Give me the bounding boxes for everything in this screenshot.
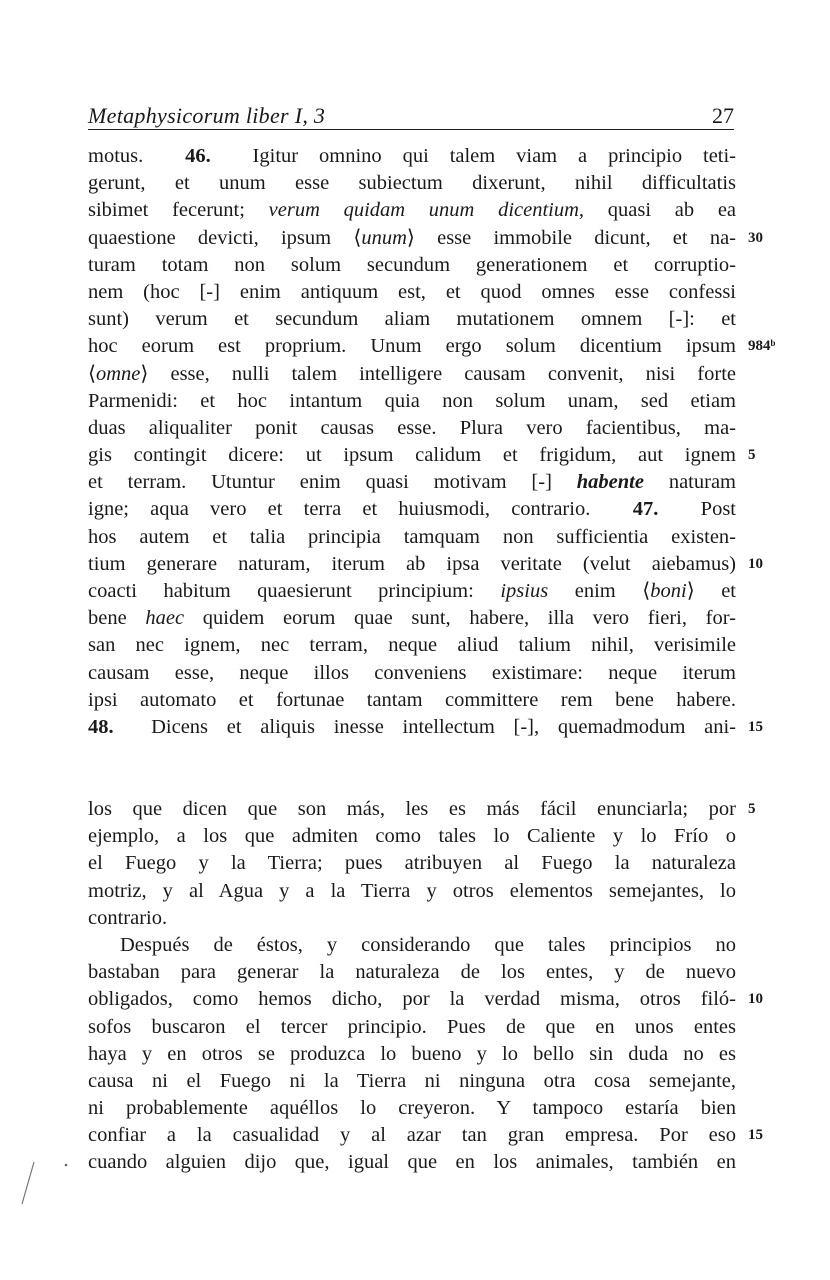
latin-line bbox=[88, 687, 736, 714]
latin-line bbox=[88, 225, 763, 252]
latin-line bbox=[88, 442, 756, 469]
latin-line bbox=[88, 524, 736, 551]
text-segment: naturam bbox=[643, 471, 737, 494]
spanish-line bbox=[88, 878, 736, 905]
margin-line-number: 10 bbox=[748, 555, 763, 572]
text-segment: et terram. Utuntur enim quasi motivam [-] bbox=[88, 471, 577, 494]
latin-line bbox=[88, 252, 736, 279]
latin-line bbox=[88, 170, 736, 197]
text-segment: ⟩ et bbox=[686, 580, 736, 602]
latin-line bbox=[88, 605, 736, 632]
text-segment: unum bbox=[361, 226, 407, 249]
latin-line bbox=[88, 660, 736, 687]
text-segment: bene bbox=[88, 607, 146, 630]
latin-line bbox=[88, 143, 736, 170]
spanish-line bbox=[88, 1122, 763, 1149]
spanish-line bbox=[88, 932, 736, 959]
text-segment: motriz, y al Agua y a la Tierra y otros elementos semejantes, lo bbox=[88, 879, 736, 902]
text-segment: tium generare naturam, iterum ab ipsa veritate (velut aiebamus) bbox=[88, 552, 736, 575]
spanish-line bbox=[88, 850, 736, 877]
text-segment: haec bbox=[145, 607, 185, 630]
spanish-line bbox=[88, 1068, 736, 1095]
text-segment: causa ni el Fuego ni la Tierra ni ninguna otra cosa semejante, bbox=[88, 1069, 736, 1092]
spanish-line bbox=[88, 986, 763, 1013]
margin-pencil-mark bbox=[0, 1140, 90, 1280]
margin-line-number: 984ᵇ bbox=[748, 338, 776, 355]
margin-line-number: 5 bbox=[748, 801, 756, 817]
text-segment: turam totam non solum secundum generationem et corruptio- bbox=[88, 253, 736, 276]
latin-line bbox=[88, 469, 736, 496]
text-segment: boni bbox=[650, 580, 687, 602]
spanish-line bbox=[88, 823, 736, 850]
text-segment: contrario. bbox=[88, 906, 168, 929]
text-segment: 48. bbox=[88, 715, 114, 738]
text-segment: gis contingit dicere: ut ipsum calidum et frigidum, aut ignem bbox=[88, 444, 736, 467]
text-segment: sofos buscaron el tercer principio. Pues de que en unos entes bbox=[88, 1015, 736, 1038]
spanish-line bbox=[88, 1149, 736, 1176]
text-segment: sunt) verum et secundum aliam mutationem omnem [-]: et bbox=[88, 308, 736, 331]
latin-line bbox=[88, 361, 736, 388]
margin-line-number: 15 bbox=[748, 718, 763, 735]
text-segment: Después de éstos, y considerando que tales principios no bbox=[120, 933, 736, 956]
text-segment: motus. bbox=[88, 145, 186, 167]
spanish-line bbox=[88, 796, 756, 823]
latin-line bbox=[88, 578, 736, 605]
text-segment: hoc eorum est proprium. Unum ergo solum dicentium ipsum bbox=[88, 335, 736, 358]
page-number: 27 bbox=[712, 103, 734, 128]
spanish-line bbox=[88, 905, 736, 932]
latin-line bbox=[88, 632, 736, 659]
spanish-text-block bbox=[88, 796, 763, 1177]
text-segment: obligados, como hemos dicho, por la verdad misma, otros filó- bbox=[88, 988, 736, 1011]
text-segment: coacti habitum quaesierunt principium: bbox=[88, 580, 501, 602]
margin-line-number: 30 bbox=[748, 229, 763, 246]
text-segment: ⟩ esse, nulli talem intelligere causam convenit, nisi forte bbox=[140, 362, 736, 385]
spanish-line bbox=[88, 1041, 736, 1068]
text-segment: ⟩ esse immobile dicunt, et na- bbox=[406, 226, 736, 249]
text-segment: ejemplo, a los que admiten como tales lo Caliente y lo Frío o bbox=[88, 825, 736, 848]
latin-line bbox=[88, 279, 736, 306]
text-segment: duas aliqualiter ponit causas esse. Plura vero facientibus, ma- bbox=[88, 416, 736, 439]
text-segment: bastaban para generar la naturaleza de los entes, y de nuevo bbox=[88, 961, 736, 984]
text-segment: gerunt, et unum esse subiectum dixerunt, nihil difficultatis bbox=[88, 172, 736, 195]
margin-line-number: 5 bbox=[748, 447, 756, 464]
running-title: Metaphysicorum liber I, 3 bbox=[88, 103, 326, 128]
margin-line-number: 15 bbox=[748, 1127, 763, 1144]
text-segment: 47. bbox=[632, 498, 659, 521]
text-segment: Dicens et aliquis inesse intellectum [-], quemadmodum ani- bbox=[113, 715, 736, 738]
text-segment: ipsius bbox=[500, 580, 549, 602]
text-segment: 46. bbox=[185, 145, 211, 167]
latin-line bbox=[88, 306, 736, 333]
text-segment: Post bbox=[658, 498, 736, 521]
text-segment: enim ⟨ bbox=[548, 580, 651, 602]
running-header bbox=[88, 103, 734, 130]
text-segment: confiar a la casualidad y al azar tan gran empresa. Por eso bbox=[88, 1124, 736, 1147]
text-segment: Parmenidi: et hoc intantum quia non solum unam, sed etiam bbox=[88, 389, 736, 412]
text-segment: el Fuego y la Tierra; pues atribuyen al Fuego la naturaleza bbox=[88, 852, 736, 875]
text-segment: nem (hoc [-] enim antiquum est, et quod omnes esse confessi bbox=[88, 280, 736, 303]
text-segment: verum quidam unum dicentium, bbox=[268, 199, 585, 222]
latin-line bbox=[88, 714, 763, 741]
text-segment: ⟨ bbox=[88, 362, 96, 385]
text-segment: cuando alguien dijo que, igual que en los animales, también en bbox=[88, 1151, 736, 1174]
text-segment: omne bbox=[96, 362, 141, 385]
text-segment: quaestione devicti, ipsum ⟨ bbox=[88, 226, 362, 249]
latin-line bbox=[88, 388, 736, 415]
text-segment: los que dicen que son más, les es más fácil enunciarla; por bbox=[88, 798, 736, 820]
text-segment: sibimet fecerunt; bbox=[88, 199, 269, 222]
spanish-line bbox=[88, 959, 736, 986]
text-segment: hos autem et talia principia tamquam non sufficientia existen- bbox=[88, 525, 736, 548]
text-segment: igne; aqua vero et terra et huiusmodi, contrario. bbox=[88, 498, 633, 521]
text-segment: quidem eorum quae sunt, habere, illa vero fieri, for- bbox=[184, 607, 737, 630]
latin-line bbox=[88, 333, 776, 360]
latin-line bbox=[88, 197, 736, 224]
latin-line bbox=[88, 496, 736, 523]
spanish-line bbox=[88, 1014, 736, 1041]
latin-line bbox=[88, 415, 736, 442]
text-segment: habente bbox=[576, 471, 644, 494]
text-segment: san nec ignem, nec terram, neque aliud talium nihil, verisimile bbox=[88, 634, 736, 657]
text-segment: Igitur omnino qui talem viam a principio teti- bbox=[210, 145, 737, 167]
margin-line-number: 10 bbox=[748, 991, 763, 1008]
text-segment: ipsi automato et fortunae tantam committere rem bene habere. bbox=[88, 688, 736, 711]
spanish-line bbox=[88, 1095, 736, 1122]
text-segment: quasi ab ea bbox=[584, 199, 737, 222]
text-segment: ni probablemente aquéllos lo creyeron. Y tampoco estaría bien bbox=[88, 1097, 736, 1120]
latin-text-block bbox=[88, 143, 776, 741]
text-segment: haya y en otros se produzca lo bueno y lo bello sin duda no es bbox=[88, 1042, 736, 1065]
latin-line bbox=[88, 551, 763, 578]
text-segment: causam esse, neque illos conveniens existimare: neque iterum bbox=[88, 661, 736, 684]
